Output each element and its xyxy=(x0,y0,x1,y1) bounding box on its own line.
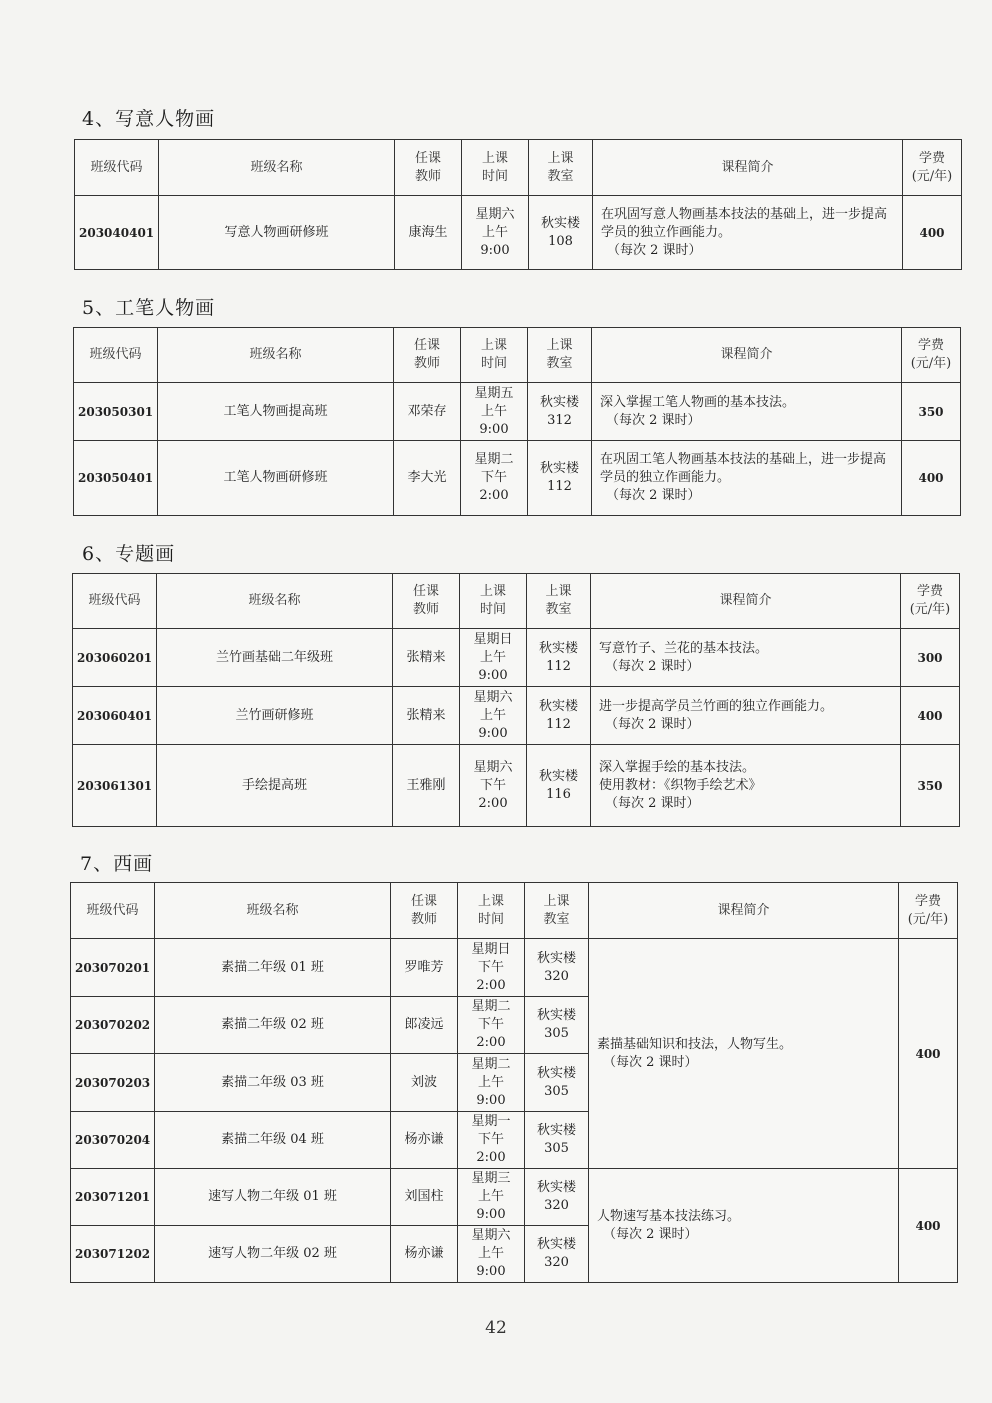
class-time: 星期三 上午 9:00 xyxy=(458,1169,525,1226)
header-time: 上课 时间 xyxy=(458,883,525,939)
course-table xyxy=(70,882,958,1283)
header-room: 上课 教室 xyxy=(528,328,592,383)
header-time: 上课 时间 xyxy=(461,328,528,383)
header-teacher: 任课 教师 xyxy=(391,883,458,939)
classroom: 秋实楼 112 xyxy=(527,687,591,745)
class-code: 203070201 xyxy=(71,939,155,997)
table-row xyxy=(73,629,960,687)
table-row xyxy=(74,383,961,441)
class-name: 工笔人物画提高班 xyxy=(158,383,394,441)
fee: 400 xyxy=(903,196,962,270)
classroom: 秋实楼 320 xyxy=(525,1226,589,1283)
classroom: 秋实楼 112 xyxy=(528,441,592,516)
fee: 400 xyxy=(899,939,958,1169)
fee: 400 xyxy=(899,1169,958,1283)
section-title: 6、专题画 xyxy=(82,543,176,565)
class-time: 星期日 上午 9:00 xyxy=(460,629,527,687)
header-name: 班级名称 xyxy=(159,140,395,196)
class-time: 星期五 上午 9:00 xyxy=(461,383,528,441)
table-row xyxy=(74,441,961,516)
header-code: 班级代码 xyxy=(71,883,155,939)
class-code: 203050301 xyxy=(74,383,158,441)
class-time: 星期六 上午 9:00 xyxy=(460,687,527,745)
class-name: 素描二年级 04 班 xyxy=(155,1112,391,1169)
class-name: 工笔人物画研修班 xyxy=(158,441,394,516)
classroom: 秋实楼 305 xyxy=(525,997,589,1054)
header-teacher: 任课 教师 xyxy=(393,574,460,629)
class-time: 星期二 下午 2:00 xyxy=(458,997,525,1054)
section-title: 5、工笔人物画 xyxy=(82,297,216,319)
classroom: 秋实楼 112 xyxy=(527,629,591,687)
header-room: 上课 教室 xyxy=(525,883,589,939)
header-fee: 学费 (元/年) xyxy=(903,140,962,196)
header-intro: 课程简介 xyxy=(591,574,901,629)
course-table xyxy=(72,573,960,827)
class-time: 星期二 下午 2:00 xyxy=(461,441,528,516)
class-name: 兰竹画研修班 xyxy=(157,687,393,745)
course-intro: 深入掌握工笔人物画的基本技法。 （每次 2 课时） xyxy=(592,383,902,441)
teacher: 郎凌远 xyxy=(391,997,458,1054)
teacher: 刘国柱 xyxy=(391,1169,458,1226)
table-row xyxy=(73,745,960,827)
header-fee: 学费 (元/年) xyxy=(901,574,960,629)
header-room: 上课 教室 xyxy=(527,574,591,629)
header-code: 班级代码 xyxy=(74,328,158,383)
class-code: 203060401 xyxy=(73,687,157,745)
class-code: 203071202 xyxy=(71,1226,155,1283)
class-code: 203070204 xyxy=(71,1112,155,1169)
header-intro: 课程简介 xyxy=(592,328,902,383)
class-code: 203070202 xyxy=(71,997,155,1054)
table-row xyxy=(71,1169,958,1226)
class-code: 203071201 xyxy=(71,1169,155,1226)
fee: 400 xyxy=(901,687,960,745)
header-time: 上课 时间 xyxy=(462,140,529,196)
class-time: 星期六 上午 9:00 xyxy=(462,196,529,270)
teacher: 康海生 xyxy=(395,196,462,270)
header-teacher: 任课 教师 xyxy=(394,328,461,383)
classroom: 秋实楼 305 xyxy=(525,1112,589,1169)
class-name: 素描二年级 01 班 xyxy=(155,939,391,997)
table-header-row xyxy=(73,574,960,629)
class-code: 203061301 xyxy=(73,745,157,827)
course-intro: 在巩固写意人物画基本技法的基础上，进一步提高学员的独立作画能力。 （每次 2 课时） xyxy=(593,196,903,270)
header-time: 上课 时间 xyxy=(460,574,527,629)
table-header-row xyxy=(74,328,961,383)
fee: 300 xyxy=(901,629,960,687)
class-name: 素描二年级 03 班 xyxy=(155,1054,391,1112)
classroom: 秋实楼 108 xyxy=(529,196,593,270)
teacher: 张精来 xyxy=(393,687,460,745)
class-code: 203040401 xyxy=(75,196,159,270)
classroom: 秋实楼 116 xyxy=(527,745,591,827)
class-name: 速写人物二年级 01 班 xyxy=(155,1169,391,1226)
page-number: 42 xyxy=(485,1318,507,1338)
class-name: 兰竹画基础二年级班 xyxy=(157,629,393,687)
class-time: 星期二 上午 9:00 xyxy=(458,1054,525,1112)
teacher: 邓荣存 xyxy=(394,383,461,441)
course-intro: 进一步提高学员兰竹画的独立作画能力。 （每次 2 课时） xyxy=(591,687,901,745)
table-header-row xyxy=(71,883,958,939)
header-room: 上课 教室 xyxy=(529,140,593,196)
class-code: 203050401 xyxy=(74,441,158,516)
class-time: 星期六 上午 9:00 xyxy=(458,1226,525,1283)
header-teacher: 任课 教师 xyxy=(395,140,462,196)
section-title: 4、写意人物画 xyxy=(82,108,216,130)
header-name: 班级名称 xyxy=(158,328,394,383)
teacher: 杨亦谦 xyxy=(391,1112,458,1169)
class-name: 素描二年级 02 班 xyxy=(155,997,391,1054)
fee: 350 xyxy=(901,745,960,827)
class-name: 写意人物画研修班 xyxy=(159,196,395,270)
fee: 400 xyxy=(902,441,961,516)
header-fee: 学费 (元/年) xyxy=(902,328,961,383)
class-time: 星期一 下午 2:00 xyxy=(458,1112,525,1169)
header-code: 班级代码 xyxy=(73,574,157,629)
classroom: 秋实楼 320 xyxy=(525,1169,589,1226)
class-time: 星期六 下午 2:00 xyxy=(460,745,527,827)
classroom: 秋实楼 312 xyxy=(528,383,592,441)
course-intro: 在巩固工笔人物画基本技法的基础上，进一步提高学员的独立作画能力。 （每次 2 课时） xyxy=(592,441,902,516)
classroom: 秋实楼 320 xyxy=(525,939,589,997)
classroom: 秋实楼 305 xyxy=(525,1054,589,1112)
class-code: 203070203 xyxy=(71,1054,155,1112)
table-row xyxy=(73,687,960,745)
header-intro: 课程简介 xyxy=(589,883,899,939)
course-table xyxy=(74,139,962,270)
teacher: 杨亦谦 xyxy=(391,1226,458,1283)
teacher: 王雅刚 xyxy=(393,745,460,827)
teacher: 刘波 xyxy=(391,1054,458,1112)
section-title: 7、西画 xyxy=(80,853,154,875)
course-intro: 人物速写基本技法练习。 （每次 2 课时） xyxy=(589,1169,899,1283)
header-name: 班级名称 xyxy=(155,883,391,939)
header-fee: 学费 (元/年) xyxy=(899,883,958,939)
class-code: 203060201 xyxy=(73,629,157,687)
header-code: 班级代码 xyxy=(75,140,159,196)
teacher: 罗唯芳 xyxy=(391,939,458,997)
fee: 350 xyxy=(902,383,961,441)
course-table xyxy=(73,327,961,516)
table-header-row xyxy=(75,140,962,196)
teacher: 李大光 xyxy=(394,441,461,516)
course-intro: 素描基础知识和技法，人物写生。 （每次 2 课时） xyxy=(589,939,899,1169)
course-intro: 写意竹子、兰花的基本技法。 （每次 2 课时） xyxy=(591,629,901,687)
teacher: 张精来 xyxy=(393,629,460,687)
course-intro: 深入掌握手绘的基本技法。 使用教材：《织物手绘艺术》 （每次 2 课时） xyxy=(591,745,901,827)
class-name: 速写人物二年级 02 班 xyxy=(155,1226,391,1283)
table-row xyxy=(71,939,958,997)
header-name: 班级名称 xyxy=(157,574,393,629)
class-name: 手绘提高班 xyxy=(157,745,393,827)
class-time: 星期日 下午 2:00 xyxy=(458,939,525,997)
header-intro: 课程简介 xyxy=(593,140,903,196)
table-row xyxy=(75,196,962,270)
